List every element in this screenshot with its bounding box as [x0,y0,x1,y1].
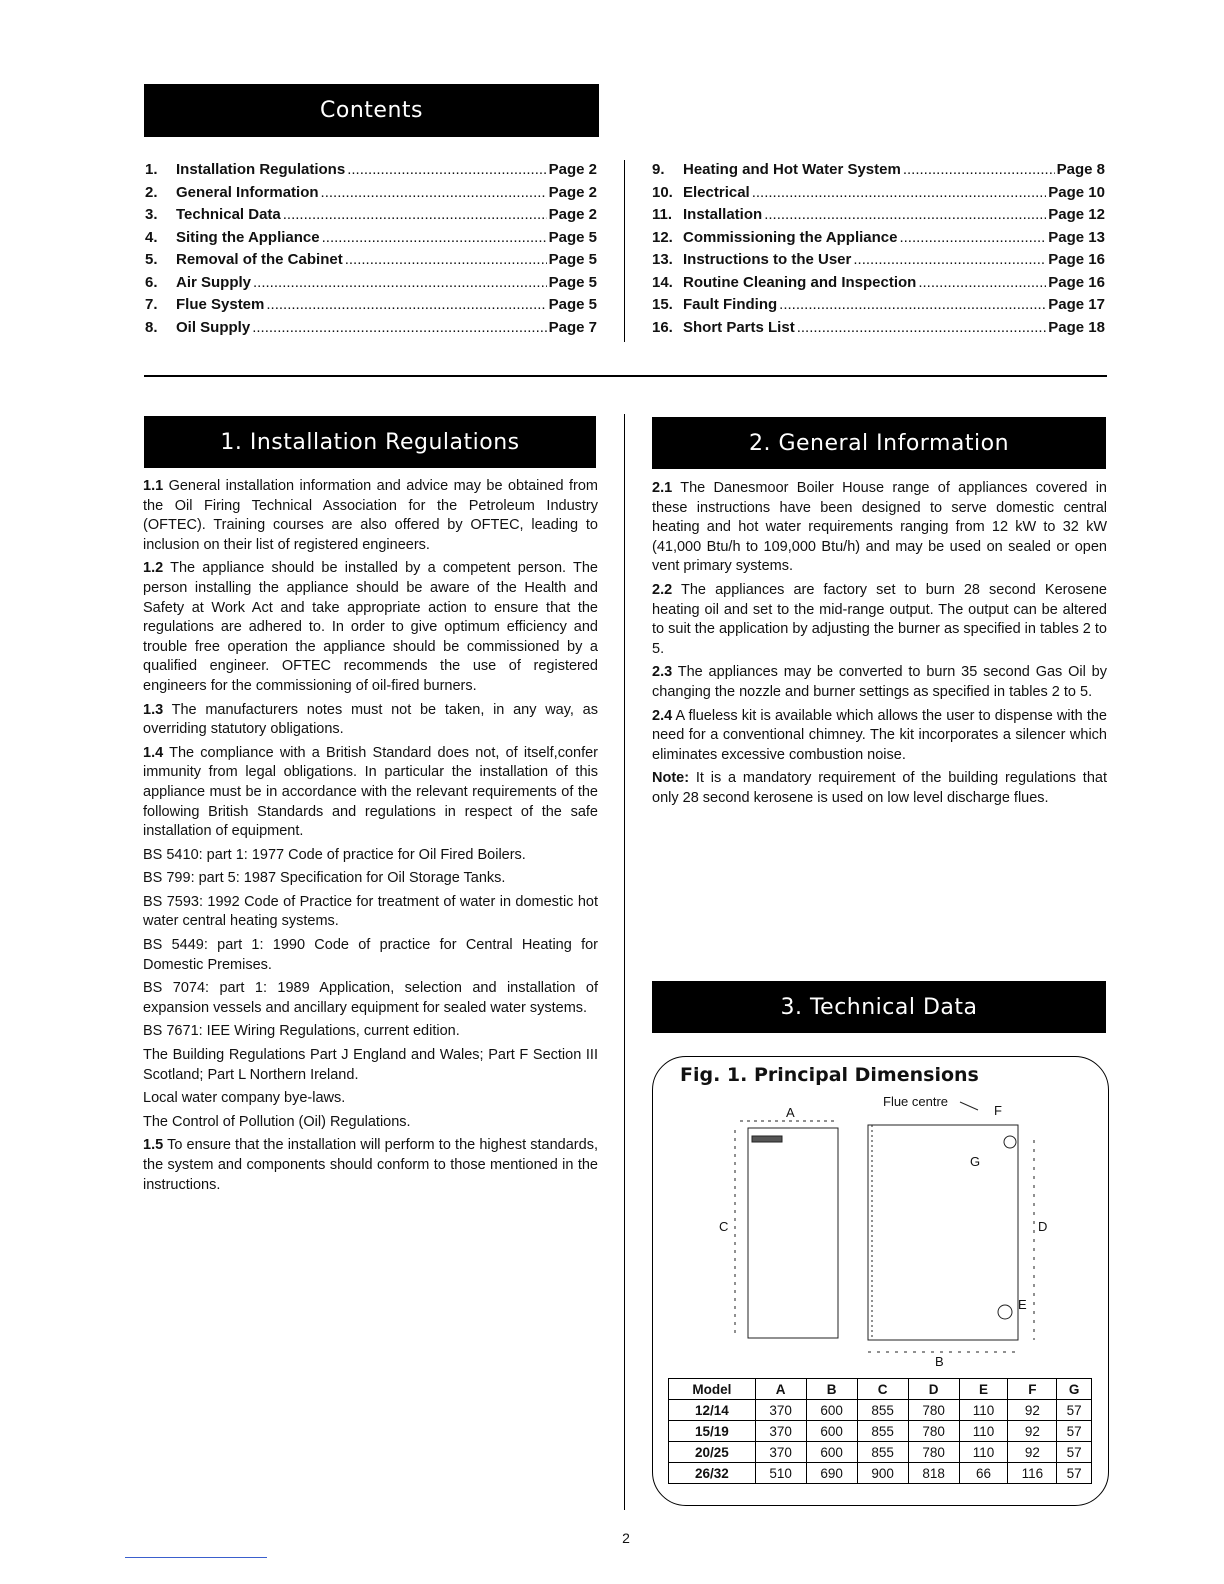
paragraph-1-5: 1.5 To ensure that the installation will perform to the highest standards, the system and components should conform to those mentioned in the instructions. [143,1137,598,1193]
table-header-row: Model A B C D E F G [669,1379,1092,1400]
toc-entry[interactable]: 13. Instructions to the User ..... Page 16 [652,251,1105,274]
table-row: 12/14 370 600 855 780 110 92 57 [669,1400,1092,1421]
table-row: 15/19 370 600 855 780 110 92 57 [669,1421,1092,1442]
standard-item: BS 5449: part 1: 1990 Code of practice for Central Heating for Domestic Premises. [143,937,598,973]
standard-item: BS 7593: 1992 Code of Practice for treatment of water in domestic hot water central heating systems. [143,893,598,930]
section-3-banner [652,981,1106,1033]
table-row: 26/32 510 690 900 818 66 116 57 [669,1463,1092,1484]
standard-item: BS 7074: part 1: 1989 Application, selection and installation of expansion vessels and ancillary equipment for sealed water systems. [143,980,598,1016]
toc-entry[interactable]: 1. Installation Regulations ..... Page 2 [145,161,597,184]
standard-item: BS 7671: IEE Wiring Regulations, current edition. [143,1023,460,1040]
label-e: E [1018,1297,1027,1312]
label-g: G [970,1154,981,1169]
section-1-body [143,477,598,1199]
standard-item: The Building Regulations Part J England and Wales; Part F Section III Scotland; Part L Northern Ireland. [143,1047,598,1083]
paragraph-2-4: 2.4 A flueless kit is available which allows the user to dispense with the need for a conventional chimney. The kit incorporates a silencer which eliminates excessive combustion noise. [652,707,1107,763]
paragraph-2-1: 2.1 The Danesmoor Boiler House range of appliances covered in these instructions have been designed to serve domestic central heating and hot water requirements ranging from 12 kW to 32 kW (41,000 Btu/h to 109,000 Btu/h) and may be used on sealed or open vent primary systems. [652,480,1107,575]
page-number: 2 [622,1530,630,1546]
label-a: A [786,1105,795,1120]
label-d: D [1038,1219,1048,1234]
paragraph-1-2: 1.2 The appliance should be installed by a competent person. The person installing the appliance should be aware of the Health and Safety at Work Act and take appropriate action to ensure that the regulations are adhered to. In order to give optimum efficiency and trouble free operation the appliance should be commissioned by a qualified engineer. OFTEC recommends the use of registered engineers for the commissioning of oil-fired burners. [143,560,598,694]
toc-entry[interactable]: 15. Fault Finding ..... Page 17 [652,296,1105,319]
standard-item: BS 799: part 5: 1987 Specification for Oil Storage Tanks. [143,870,506,887]
standard-item: The Control of Pollution (Oil) Regulations. [143,1113,411,1130]
footer-rule [125,1557,267,1558]
label-b: B [935,1354,944,1369]
toc-entry[interactable]: 7. Flue System ..... Page 5 [145,296,597,319]
toc-entry[interactable]: 6. Air Supply ..... Page 5 [145,274,597,297]
section-3-title: 3. Technical Data [780,994,978,1020]
toc-entry[interactable]: 4. Siting the Appliance ..... Page 5 [145,229,597,252]
section-1-banner [144,416,596,468]
section-2-title: 2. General Information [748,430,1010,456]
paragraph-1-1: 1.1 General installation information and advice may be obtained from the Oil Firing Technical Association for the Petroleum Industry (OFTEC). Training courses are also offered by OFTEC, leading to inclusion on their list of registered engineers. [143,478,598,553]
section-2-body [652,479,1107,813]
toc-entry[interactable]: 14. Routine Cleaning and Inspection ..... Page 16 [652,274,1105,297]
toc-entry[interactable]: 2. General Information ..... Page 2 [145,184,597,207]
toc-entry[interactable]: 10. Electrical ..... Page 10 [652,184,1105,207]
paragraph-2-3: 2.3 The appliances may be converted to burn 35 second Gas Oil by changing the nozzle and burner settings as specified in tables 2 to 5. [652,664,1107,700]
contents-bottom-rule [144,375,1107,377]
paragraph-2-2: 2.2 The appliances are factory set to burn 28 second Kerosene heating oil and set to the mid-range output. The output can be altered to suit the application by adjusting the burner as specified in tables 2 to 5. [652,581,1107,657]
dimensions-table [668,1378,1092,1484]
toc-entry[interactable]: 3. Technical Data ..... Page 2 [145,206,597,229]
contents-banner [144,84,599,137]
toc-entry[interactable]: 9. Heating and Hot Water System ..... Page 8 [652,161,1105,184]
standard-item: Local water company bye-laws. [143,1090,346,1107]
toc-entry[interactable]: 12. Commissioning the Appliance ..... Page 13 [652,229,1105,252]
paragraph-1-3: 1.3 The manufacturers notes must not be taken, in any way, as overriding statutory obligations. [143,701,598,738]
body-column-divider [624,414,625,1510]
toc-column-divider [624,160,625,342]
section-1-title: 1. Installation Regulations [220,429,520,455]
toc-left [145,161,597,341]
toc-entry[interactable]: 16. Short Parts List ..... Page 18 [652,319,1105,342]
table-row: 20/25 370 600 855 780 110 92 57 [669,1442,1092,1463]
toc-entry[interactable]: 5. Removal of the Cabinet ..... Page 5 [145,251,597,274]
toc-entry[interactable]: 8. Oil Supply ..... Page 7 [145,319,597,342]
standard-item: BS 5410: part 1: 1977 Code of practice for Oil Fired Boilers. [143,846,526,863]
contents-title: Contents [320,98,423,123]
label-c: C [719,1219,729,1234]
toc-entry[interactable]: 11. Installation ..... Page 12 [652,206,1105,229]
label-f: F [994,1103,1002,1118]
label-flue-centre: Flue centre [883,1094,949,1109]
paragraph-1-4: 1.4 The compliance with a British Standard does not, of itself,confer immunity from legal obligations. In particular the installation of this appliance must be in accordance with the relevant requirements of the following British Standards and regulations in respect of the safe installation of equipment. [143,744,598,840]
figure-title: Fig. 1. Principal Dimensions [680,1064,979,1086]
toc-right [652,161,1105,341]
note: Note: It is a mandatory requirement of the building regulations that only 28 second kerosene is used on low level discharge flues. [652,770,1107,806]
section-2-banner [652,417,1106,469]
